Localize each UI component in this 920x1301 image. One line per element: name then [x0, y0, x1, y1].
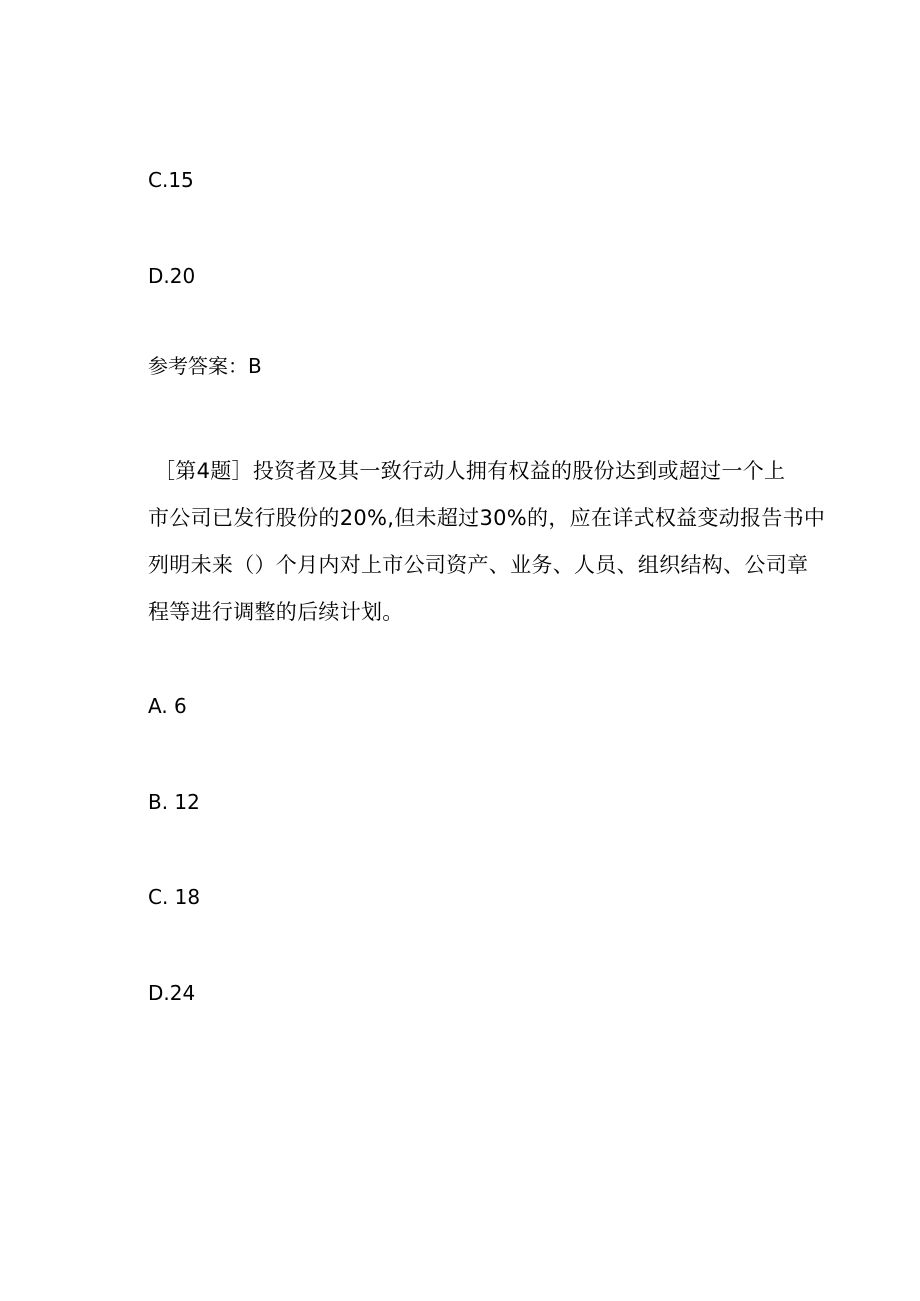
option-d: D.24	[148, 981, 196, 1005]
question-4-text	[148, 448, 828, 636]
option-b: B. 12	[148, 790, 200, 814]
question-line: 市公司已发行股份的20%,但未超过30%的，应在详式权益变动报告书中	[148, 506, 826, 530]
option-d-previous: D.20	[148, 264, 196, 288]
option-a: A. 6	[148, 694, 187, 718]
option-c-previous: C.15	[148, 168, 194, 192]
question-line: ［第4题］投资者及其一致行动人拥有权益的股份达到或超过一个上	[154, 459, 786, 483]
option-c: C. 18	[148, 885, 201, 909]
question-line: 程等进行调整的后续计划。	[148, 600, 404, 624]
question-line: 列明未来（）个月内对上市公司资产、业务、人员、组织结构、公司章	[148, 553, 809, 577]
reference-answer: 参考答案：B	[148, 354, 262, 378]
